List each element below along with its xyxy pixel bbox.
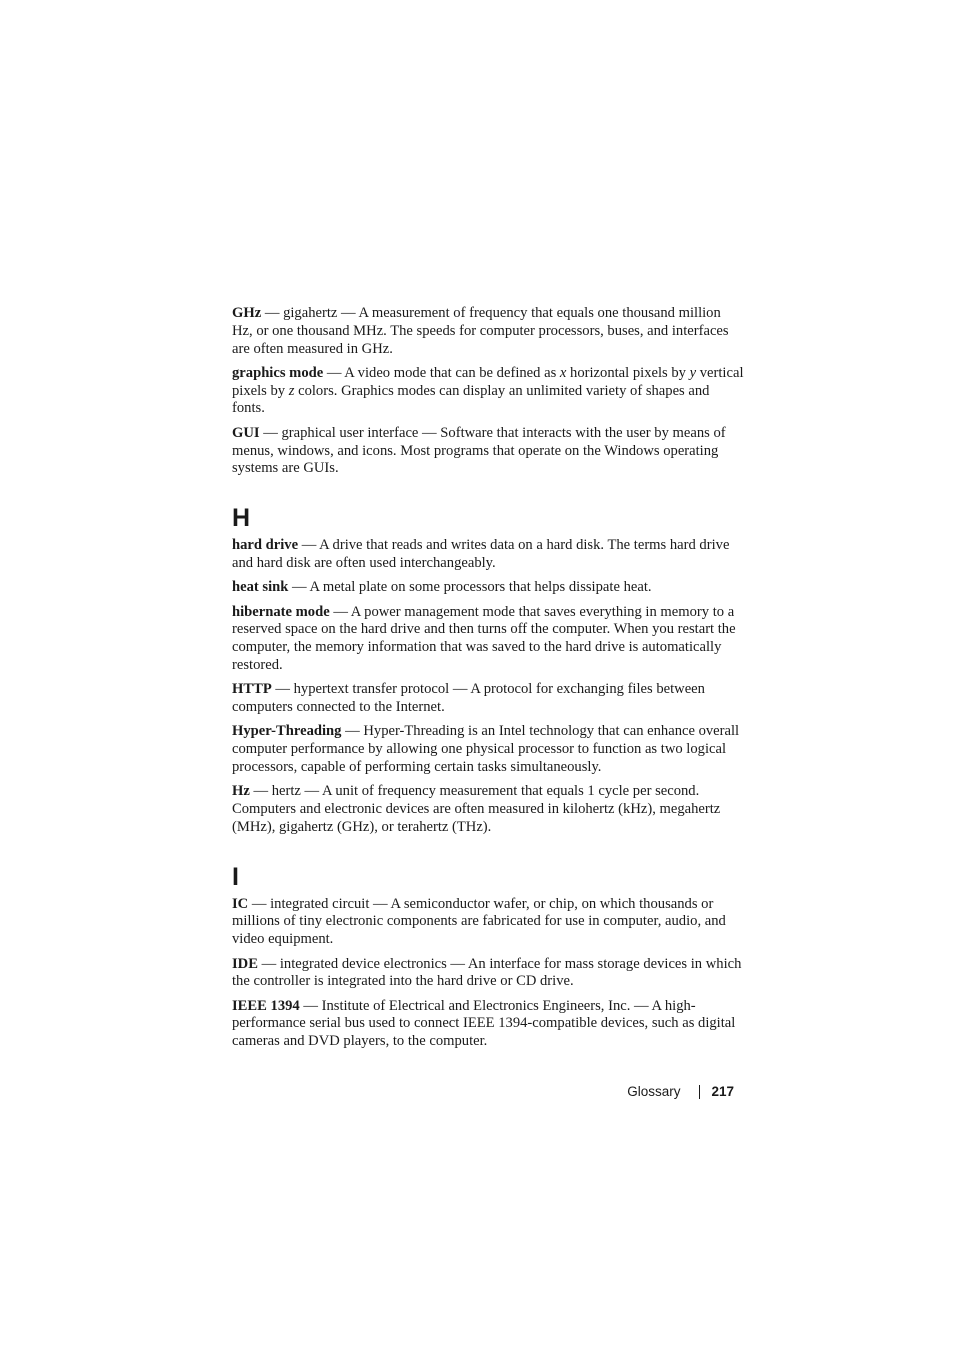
- glossary-entry-http: [232, 681, 744, 717]
- glossary-definition: — gigahertz — A measurement of frequency that equals one thousand million Hz, or one thousand MHz. The speeds for computer processors, buses, and interfaces are often measured in GHz.: [232, 305, 729, 357]
- glossary-entry-hard-drive: [232, 537, 744, 573]
- glossary-term: GUI: [232, 424, 260, 441]
- glossary-term: HTTP: [232, 681, 272, 698]
- glossary-term: graphics mode: [232, 364, 324, 381]
- glossary-definition: — A power management mode that saves everything in memory to a reserved space on the hard drive and then turns off the computer. When you restart the computer, the memory information that was saved to the hard drive is automatically restored.: [232, 603, 736, 673]
- glossary-entry-ic: [232, 896, 744, 949]
- glossary-entry-graphics-mode: [232, 365, 744, 418]
- glossary-term: IC: [232, 895, 249, 912]
- glossary-variable: z: [288, 382, 295, 399]
- glossary-term: IEEE 1394: [232, 997, 300, 1014]
- glossary-entry-heat-sink: [232, 579, 744, 597]
- glossary-definition: horizontal pixels by: [566, 364, 690, 381]
- glossary-definition: — A drive that reads and writes data on a hard disk. The terms hard drive and hard disk are often used interchangeably.: [232, 537, 730, 571]
- glossary-entry-ieee-1394: [232, 998, 744, 1051]
- glossary-term: hibernate mode: [232, 603, 330, 620]
- glossary-definition: — graphical user interface — Software that interacts with the user by means of menus, windows, and icons. Most programs that operate on the Windows operating systems are GUIs.: [232, 424, 726, 477]
- glossary-variable: x: [559, 364, 567, 381]
- page-number: 217: [711, 1084, 734, 1099]
- glossary-definition: — integrated circuit — A semiconductor wafer, or chip, on which thousands or millions of tiny electronic components are fabricated for use in computer, audio, and video equipment.: [232, 895, 726, 948]
- glossary-definition: colors. Graphics modes can display an unlimited variety of shapes and fonts.: [232, 382, 710, 417]
- glossary-entry-hibernate-mode: [232, 604, 744, 675]
- glossary-term: IDE: [232, 955, 258, 972]
- glossary-definition: — hertz — A unit of frequency measurement that equals 1 cycle per second. Computers and electronic devices are often measured in kilohertz (kHz), megahertz (MHz), gigahertz (GHz), or terahertz (THz).: [232, 783, 721, 835]
- glossary-definition: vertical pixels by: [232, 364, 744, 399]
- glossary-term: hard drive: [232, 537, 299, 554]
- glossary-content: [232, 305, 744, 1058]
- glossary-definition: — A video mode that can be defined as: [323, 364, 560, 381]
- glossary-entry-hyper-threading: [232, 723, 744, 776]
- footer-section-label: Glossary: [627, 1084, 681, 1099]
- glossary-entry-ide: [232, 956, 744, 992]
- glossary-definition: — A metal plate on some processors that helps dissipate heat.: [288, 579, 652, 596]
- glossary-definition: — integrated device electronics — An interface for mass storage devices in which the controller is integrated into the hard drive or CD drive.: [232, 955, 742, 990]
- glossary-entry-gui: [232, 425, 744, 478]
- section-heading-i: I: [232, 862, 239, 891]
- glossary-term: Hyper-Threading: [232, 723, 342, 740]
- page-footer: [627, 1083, 734, 1101]
- glossary-definition: — hypertext transfer protocol — A protocol for exchanging files between computers connected to the Internet.: [232, 681, 705, 716]
- glossary-term: GHz: [232, 305, 262, 321]
- glossary-definition: — Institute of Electrical and Electronics Engineers, Inc. — A high-performance serial bus used to connect IEEE 1394-compatible devices, such as digital cameras and DVD players, to the computer.: [232, 997, 736, 1050]
- section-heading-h: H: [232, 504, 251, 533]
- glossary-definition: — Hyper-Threading is an Intel technology that can enhance overall computer performance by allowing one physical processor to function as two logical processors, capable of performing certain tasks simultaneously.: [232, 723, 740, 775]
- glossary-entry-hz: [232, 783, 744, 836]
- glossary-term: Hz: [232, 783, 250, 800]
- footer-divider: [699, 1085, 700, 1099]
- glossary-entry-ghz: [232, 305, 744, 358]
- glossary-term: heat sink: [232, 579, 289, 596]
- glossary-variable: y: [689, 364, 697, 381]
